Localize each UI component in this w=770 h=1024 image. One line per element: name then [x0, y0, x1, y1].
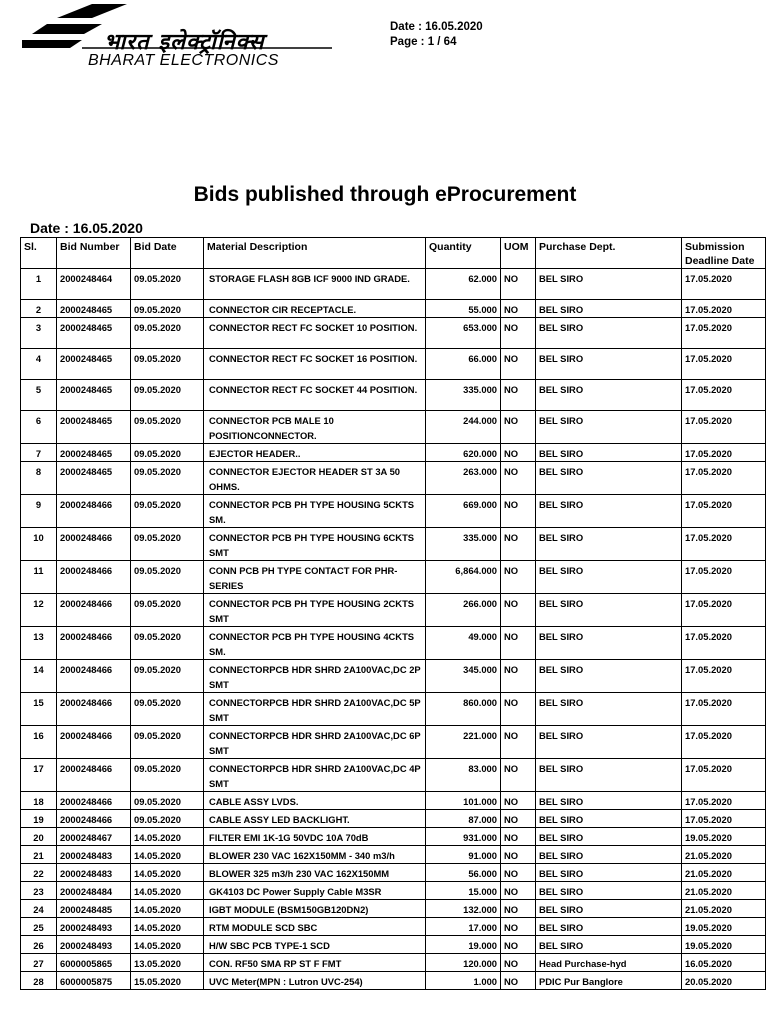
cell-purchase-dept: BEL SIRO: [536, 495, 682, 528]
table-row: [21, 660, 766, 693]
cell-bid-date: 14.05.2020: [131, 900, 204, 918]
cell-bid-date: 09.05.2020: [131, 792, 204, 810]
cell-bid-date: 09.05.2020: [131, 462, 204, 495]
cell-uom: NO: [501, 269, 536, 300]
cell-submission-deadline: 21.05.2020: [682, 864, 766, 882]
cell-material-description: [204, 792, 426, 810]
cell-material-description: [204, 972, 426, 990]
cell-uom: NO: [501, 954, 536, 972]
cell-quantity: 244.000: [426, 411, 501, 444]
cell-bid-date: 09.05.2020: [131, 318, 204, 349]
material-description-text: CONNECTOR CIR RECEPTACLE.: [209, 304, 357, 315]
cell-material-description: [204, 528, 426, 561]
cell-purchase-dept: BEL SIRO: [536, 846, 682, 864]
table-row: [21, 900, 766, 918]
material-description-text: CONNECTOR RECT FC SOCKET 10 POSITION.: [209, 322, 418, 333]
cell-submission-deadline: 17.05.2020: [682, 528, 766, 561]
cell-uom: NO: [501, 495, 536, 528]
cell-submission-deadline: 17.05.2020: [682, 349, 766, 380]
cell-sl: 22: [21, 864, 57, 882]
cell-material-description: [204, 660, 426, 693]
cell-sl: 10: [21, 528, 57, 561]
cell-sl: 11: [21, 561, 57, 594]
cell-purchase-dept: BEL SIRO: [536, 726, 682, 759]
cell-sl: 27: [21, 954, 57, 972]
cell-bid-date: 09.05.2020: [131, 411, 204, 444]
cell-uom: NO: [501, 561, 536, 594]
table-row: [21, 627, 766, 660]
cell-bid-number: 2000248484: [57, 882, 131, 900]
cell-material-description: [204, 846, 426, 864]
table-row: [21, 528, 766, 561]
cell-quantity: 669.000: [426, 495, 501, 528]
cell-material-description: [204, 318, 426, 349]
cell-quantity: 87.000: [426, 810, 501, 828]
cell-bid-number: 2000248464: [57, 269, 131, 300]
cell-quantity: 931.000: [426, 828, 501, 846]
cell-bid-number: 2000248466: [57, 810, 131, 828]
cell-sl: 26: [21, 936, 57, 954]
company-logo: [22, 4, 342, 74]
cell-material-description: [204, 954, 426, 972]
cell-purchase-dept: BEL SIRO: [536, 792, 682, 810]
cell-quantity: 132.000: [426, 900, 501, 918]
cell-sl: 19: [21, 810, 57, 828]
cell-sl: 4: [21, 349, 57, 380]
cell-bid-number: 2000248466: [57, 660, 131, 693]
table-row: [21, 954, 766, 972]
material-description-text: CONNECTOR RECT FC SOCKET 44 POSITION.: [209, 384, 418, 395]
cell-quantity: 66.000: [426, 349, 501, 380]
cell-bid-date: 09.05.2020: [131, 726, 204, 759]
cell-quantity: 62.000: [426, 269, 501, 300]
cell-purchase-dept: BEL SIRO: [536, 828, 682, 846]
table-row: [21, 269, 766, 300]
cell-uom: NO: [501, 810, 536, 828]
cell-uom: NO: [501, 411, 536, 444]
cell-quantity: 15.000: [426, 882, 501, 900]
cell-submission-deadline: 17.05.2020: [682, 594, 766, 627]
material-description-text: CONNECTORPCB HDR SHRD 2A100VAC,DC 4P SMT: [209, 763, 421, 789]
cell-sl: 7: [21, 444, 57, 462]
cell-sl: 23: [21, 882, 57, 900]
logo-english-text: BHARAT ELECTRONICS: [88, 52, 279, 69]
cell-bid-number: 2000248466: [57, 726, 131, 759]
cell-uom: NO: [501, 627, 536, 660]
cell-uom: NO: [501, 828, 536, 846]
cell-bid-number: 2000248466: [57, 759, 131, 792]
cell-sl: 24: [21, 900, 57, 918]
cell-material-description: [204, 594, 426, 627]
cell-material-description: [204, 269, 426, 300]
cell-uom: NO: [501, 918, 536, 936]
material-description-text: CONNECTOR PCB PH TYPE HOUSING 5CKTS SM.: [209, 499, 415, 525]
cell-purchase-dept: BEL SIRO: [536, 528, 682, 561]
cell-material-description: [204, 918, 426, 936]
cell-bid-number: 2000248465: [57, 349, 131, 380]
table-row: [21, 936, 766, 954]
cell-uom: NO: [501, 936, 536, 954]
cell-uom: NO: [501, 300, 536, 318]
cell-material-description: [204, 759, 426, 792]
cell-quantity: 1.000: [426, 972, 501, 990]
cell-bid-number: 6000005865: [57, 954, 131, 972]
material-description-text: CONN PCB PH TYPE CONTACT FOR PHR-SERIES: [209, 565, 398, 591]
cell-submission-deadline: 17.05.2020: [682, 627, 766, 660]
cell-uom: NO: [501, 380, 536, 411]
cell-material-description: [204, 444, 426, 462]
report-date: Date : 16.05.2020: [30, 220, 143, 236]
material-description-text: CONNECTOR EJECTOR HEADER ST 3A 50 OHMS.: [209, 466, 401, 492]
cell-quantity: 263.000: [426, 462, 501, 495]
cell-bid-number: 2000248466: [57, 561, 131, 594]
cell-sl: 6: [21, 411, 57, 444]
cell-material-description: [204, 900, 426, 918]
cell-submission-deadline: 17.05.2020: [682, 726, 766, 759]
cell-submission-deadline: 17.05.2020: [682, 693, 766, 726]
cell-sl: 5: [21, 380, 57, 411]
table-row: [21, 792, 766, 810]
table-row: [21, 349, 766, 380]
cell-material-description: [204, 882, 426, 900]
cell-bid-number: 2000248483: [57, 846, 131, 864]
cell-submission-deadline: 16.05.2020: [682, 954, 766, 972]
cell-quantity: 19.000: [426, 936, 501, 954]
table-row: [21, 318, 766, 349]
page-label: Page : 1 / 64: [390, 36, 457, 48]
material-description-text: CON. RF50 SMA RP ST F FMT: [209, 958, 342, 969]
cell-purchase-dept: BEL SIRO: [536, 594, 682, 627]
material-description-text: CONNECTOR PCB PH TYPE HOUSING 4CKTS SM.: [209, 631, 415, 657]
cell-quantity: 653.000: [426, 318, 501, 349]
cell-bid-date: 09.05.2020: [131, 444, 204, 462]
cell-purchase-dept: BEL SIRO: [536, 918, 682, 936]
cell-purchase-dept: BEL SIRO: [536, 936, 682, 954]
cell-bid-number: 2000248493: [57, 918, 131, 936]
cell-bid-number: 2000248466: [57, 792, 131, 810]
cell-material-description: [204, 462, 426, 495]
material-description-text: CONNECTOR RECT FC SOCKET 16 POSITION.: [209, 353, 418, 364]
material-description-text: CONNECTORPCB HDR SHRD 2A100VAC,DC 5P SMT: [209, 697, 421, 723]
cell-quantity: 620.000: [426, 444, 501, 462]
cell-sl: 16: [21, 726, 57, 759]
cell-purchase-dept: BEL SIRO: [536, 900, 682, 918]
cell-material-description: [204, 411, 426, 444]
cell-submission-deadline: 17.05.2020: [682, 792, 766, 810]
cell-material-description: [204, 936, 426, 954]
cell-bid-number: 2000248465: [57, 444, 131, 462]
cell-sl: 25: [21, 918, 57, 936]
cell-quantity: 91.000: [426, 846, 501, 864]
cell-bid-number: 2000248493: [57, 936, 131, 954]
col-header-purchase-dept: Purchase Dept.: [536, 238, 682, 269]
cell-uom: NO: [501, 318, 536, 349]
cell-bid-number: 2000248465: [57, 300, 131, 318]
cell-quantity: 49.000: [426, 627, 501, 660]
material-description-text: CABLE ASSY LED BACKLIGHT.: [209, 814, 350, 825]
cell-material-description: [204, 300, 426, 318]
cell-bid-number: 2000248466: [57, 495, 131, 528]
cell-sl: 18: [21, 792, 57, 810]
material-description-text: CONNECTORPCB HDR SHRD 2A100VAC,DC 6P SMT: [209, 730, 421, 756]
cell-purchase-dept: BEL SIRO: [536, 882, 682, 900]
cell-sl: 15: [21, 693, 57, 726]
cell-bid-date: 09.05.2020: [131, 759, 204, 792]
cell-submission-deadline: 17.05.2020: [682, 660, 766, 693]
cell-submission-deadline: 17.05.2020: [682, 462, 766, 495]
table-header-row: [21, 238, 766, 269]
material-description-text: RTM MODULE SCD SBC: [209, 922, 318, 933]
cell-submission-deadline: 21.05.2020: [682, 900, 766, 918]
cell-bid-date: 13.05.2020: [131, 954, 204, 972]
cell-bid-number: 2000248466: [57, 528, 131, 561]
cell-material-description: [204, 380, 426, 411]
cell-submission-deadline: 21.05.2020: [682, 882, 766, 900]
cell-bid-number: 2000248485: [57, 900, 131, 918]
cell-sl: 9: [21, 495, 57, 528]
cell-submission-deadline: 17.05.2020: [682, 444, 766, 462]
cell-purchase-dept: BEL SIRO: [536, 462, 682, 495]
cell-purchase-dept: BEL SIRO: [536, 269, 682, 300]
cell-bid-number: 2000248465: [57, 462, 131, 495]
table-row: [21, 864, 766, 882]
material-description-text: H/W SBC PCB TYPE-1 SCD: [209, 940, 330, 951]
cell-bid-date: 09.05.2020: [131, 269, 204, 300]
page-meta: [390, 20, 483, 50]
table-row: [21, 462, 766, 495]
cell-purchase-dept: BEL SIRO: [536, 627, 682, 660]
cell-quantity: 266.000: [426, 594, 501, 627]
cell-bid-date: 09.05.2020: [131, 380, 204, 411]
cell-bid-date: 09.05.2020: [131, 495, 204, 528]
material-description-text: STORAGE FLASH 8GB ICF 9000 IND GRADE.: [209, 273, 410, 284]
cell-material-description: [204, 627, 426, 660]
cell-bid-date: 14.05.2020: [131, 918, 204, 936]
cell-bid-date: 09.05.2020: [131, 528, 204, 561]
material-description-text: CONNECTOR PCB PH TYPE HOUSING 6CKTS SMT: [209, 532, 415, 558]
cell-submission-deadline: 17.05.2020: [682, 411, 766, 444]
col-header-quantity: Quantity: [426, 238, 501, 269]
cell-submission-deadline: 17.05.2020: [682, 300, 766, 318]
cell-bid-date: 09.05.2020: [131, 810, 204, 828]
cell-submission-deadline: 19.05.2020: [682, 936, 766, 954]
cell-bid-date: 09.05.2020: [131, 627, 204, 660]
cell-bid-number: 2000248465: [57, 380, 131, 411]
table-row: [21, 495, 766, 528]
page-title: Bids published through eProcurement: [193, 183, 577, 206]
cell-submission-deadline: 17.05.2020: [682, 495, 766, 528]
cell-uom: NO: [501, 759, 536, 792]
table-body: [21, 269, 766, 990]
cell-quantity: 345.000: [426, 660, 501, 693]
material-description-text: FILTER EMI 1K-1G 50VDC 10A 70dB: [209, 832, 369, 843]
table-row: [21, 444, 766, 462]
cell-bid-date: 09.05.2020: [131, 660, 204, 693]
cell-bid-date: 14.05.2020: [131, 828, 204, 846]
cell-purchase-dept: BEL SIRO: [536, 318, 682, 349]
cell-bid-number: 2000248465: [57, 318, 131, 349]
cell-material-description: [204, 864, 426, 882]
cell-sl: 14: [21, 660, 57, 693]
cell-purchase-dept: BEL SIRO: [536, 411, 682, 444]
table-row: [21, 380, 766, 411]
material-description-text: IGBT MODULE (BSM150GB120DN2): [209, 904, 369, 915]
cell-uom: NO: [501, 864, 536, 882]
material-description-text: BLOWER 325 m3/h 230 VAC 162X150MM: [209, 868, 390, 879]
cell-bid-date: 14.05.2020: [131, 882, 204, 900]
cell-bid-date: 14.05.2020: [131, 864, 204, 882]
cell-material-description: [204, 726, 426, 759]
cell-submission-deadline: 17.05.2020: [682, 318, 766, 349]
cell-sl: 17: [21, 759, 57, 792]
cell-uom: NO: [501, 792, 536, 810]
table-row: [21, 561, 766, 594]
material-description-text: CONNECTOR PCB PH TYPE HOUSING 2CKTS SMT: [209, 598, 415, 624]
cell-purchase-dept: Head Purchase-hyd: [536, 954, 682, 972]
col-header-bid-date: Bid Date: [131, 238, 204, 269]
cell-quantity: 860.000: [426, 693, 501, 726]
cell-bid-number: 2000248465: [57, 411, 131, 444]
material-description-text: UVC Meter(MPN : Lutron UVC-254): [209, 976, 363, 987]
cell-purchase-dept: BEL SIRO: [536, 300, 682, 318]
material-description-text: CONNECTOR PCB MALE 10 POSITIONCONNECTOR.: [209, 415, 334, 441]
cell-quantity: 6,864.000: [426, 561, 501, 594]
table-row: [21, 846, 766, 864]
cell-submission-deadline: 20.05.2020: [682, 972, 766, 990]
cell-purchase-dept: BEL SIRO: [536, 444, 682, 462]
cell-bid-date: 09.05.2020: [131, 300, 204, 318]
cell-bid-number: 2000248467: [57, 828, 131, 846]
cell-bid-date: 09.05.2020: [131, 594, 204, 627]
cell-quantity: 17.000: [426, 918, 501, 936]
cell-sl: 1: [21, 269, 57, 300]
cell-bid-date: 15.05.2020: [131, 972, 204, 990]
cell-bid-date: 14.05.2020: [131, 936, 204, 954]
col-header-uom: UOM: [501, 238, 536, 269]
cell-uom: NO: [501, 528, 536, 561]
cell-uom: NO: [501, 972, 536, 990]
table-row: [21, 726, 766, 759]
cell-material-description: [204, 495, 426, 528]
col-header-material-description: Material Description: [204, 238, 426, 269]
cell-material-description: [204, 693, 426, 726]
cell-uom: NO: [501, 726, 536, 759]
cell-sl: 28: [21, 972, 57, 990]
cell-purchase-dept: BEL SIRO: [536, 759, 682, 792]
cell-material-description: [204, 810, 426, 828]
cell-sl: 13: [21, 627, 57, 660]
material-description-text: BLOWER 230 VAC 162X150MM - 340 m3/h: [209, 850, 395, 861]
cell-quantity: 335.000: [426, 380, 501, 411]
cell-bid-date: 09.05.2020: [131, 349, 204, 380]
cell-submission-deadline: 21.05.2020: [682, 846, 766, 864]
cell-purchase-dept: BEL SIRO: [536, 380, 682, 411]
cell-submission-deadline: 19.05.2020: [682, 828, 766, 846]
cell-uom: NO: [501, 444, 536, 462]
cell-sl: 2: [21, 300, 57, 318]
table-row: [21, 828, 766, 846]
bids-table: [20, 237, 766, 990]
cell-material-description: [204, 349, 426, 380]
cell-bid-date: 09.05.2020: [131, 693, 204, 726]
cell-quantity: 221.000: [426, 726, 501, 759]
cell-quantity: 101.000: [426, 792, 501, 810]
cell-sl: 21: [21, 846, 57, 864]
cell-uom: NO: [501, 349, 536, 380]
col-header-sl: Sl.: [21, 238, 57, 269]
table-row: [21, 411, 766, 444]
cell-purchase-dept: BEL SIRO: [536, 810, 682, 828]
logo-hindi-text: भारत इलेक्ट्रॉनिक्स: [104, 29, 265, 55]
cell-sl: 8: [21, 462, 57, 495]
cell-bid-number: 2000248483: [57, 864, 131, 882]
table-row: [21, 594, 766, 627]
cell-bid-date: 09.05.2020: [131, 561, 204, 594]
col-header-submission-deadline: Submission Deadline Date: [682, 238, 766, 269]
cell-purchase-dept: BEL SIRO: [536, 349, 682, 380]
cell-sl: 3: [21, 318, 57, 349]
material-description-text: CABLE ASSY LVDS.: [209, 796, 299, 807]
cell-uom: NO: [501, 660, 536, 693]
cell-uom: NO: [501, 462, 536, 495]
cell-uom: NO: [501, 846, 536, 864]
cell-bid-number: 2000248466: [57, 594, 131, 627]
table-row: [21, 972, 766, 990]
cell-purchase-dept: BEL SIRO: [536, 693, 682, 726]
cell-quantity: 335.000: [426, 528, 501, 561]
cell-quantity: 56.000: [426, 864, 501, 882]
table-row: [21, 300, 766, 318]
cell-uom: NO: [501, 693, 536, 726]
cell-uom: NO: [501, 882, 536, 900]
cell-purchase-dept: PDIC Pur Banglore: [536, 972, 682, 990]
cell-submission-deadline: 17.05.2020: [682, 759, 766, 792]
col-header-bid-number: Bid Number: [57, 238, 131, 269]
cell-bid-number: 6000005875: [57, 972, 131, 990]
cell-purchase-dept: BEL SIRO: [536, 864, 682, 882]
cell-bid-date: 14.05.2020: [131, 846, 204, 864]
cell-quantity: 83.000: [426, 759, 501, 792]
cell-quantity: 120.000: [426, 954, 501, 972]
cell-submission-deadline: 17.05.2020: [682, 269, 766, 300]
material-description-text: GK4103 DC Power Supply Cable M3SR: [209, 886, 382, 897]
table-row: [21, 882, 766, 900]
table-row: [21, 918, 766, 936]
cell-submission-deadline: 17.05.2020: [682, 810, 766, 828]
cell-material-description: [204, 828, 426, 846]
date-label: Date : 16.05.2020: [390, 21, 483, 33]
cell-submission-deadline: 19.05.2020: [682, 918, 766, 936]
material-description-text: EJECTOR HEADER..: [209, 448, 301, 459]
cell-submission-deadline: 17.05.2020: [682, 380, 766, 411]
cell-quantity: 55.000: [426, 300, 501, 318]
cell-uom: NO: [501, 900, 536, 918]
cell-submission-deadline: 17.05.2020: [682, 561, 766, 594]
cell-sl: 12: [21, 594, 57, 627]
cell-bid-number: 2000248466: [57, 627, 131, 660]
table-row: [21, 759, 766, 792]
table-row: [21, 693, 766, 726]
cell-purchase-dept: BEL SIRO: [536, 561, 682, 594]
cell-purchase-dept: BEL SIRO: [536, 660, 682, 693]
cell-uom: NO: [501, 594, 536, 627]
material-description-text: CONNECTORPCB HDR SHRD 2A100VAC,DC 2P SMT: [209, 664, 421, 690]
cell-sl: 20: [21, 828, 57, 846]
cell-material-description: [204, 561, 426, 594]
table-row: [21, 810, 766, 828]
cell-bid-number: 2000248466: [57, 693, 131, 726]
